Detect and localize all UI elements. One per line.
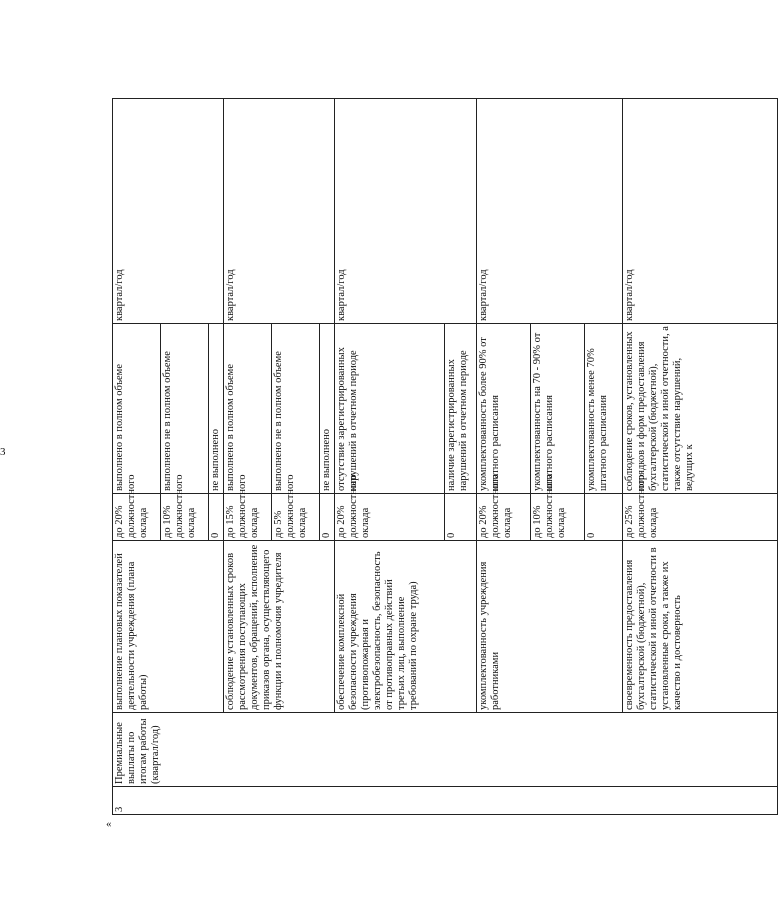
condition-cell: выполнено не в полном объеме (272, 324, 320, 494)
bonus-criteria-table (112, 98, 778, 815)
period-cell: квартал/год (224, 99, 335, 324)
payment-name-cell: Премиальные выплаты по итогам работы (квартал/год) (113, 713, 778, 787)
condition-cell: укомплектованность на 70 - 90% от штатного расписания (531, 324, 585, 494)
table-row (335, 99, 445, 815)
condition-cell: наличие зарегистрированных нарушений в отчетном периоде (445, 324, 477, 494)
percent-cell: до 25% должностного оклада (623, 494, 778, 541)
table-row (113, 99, 161, 815)
condition-cell: выполнено не в полном объеме (161, 324, 209, 494)
row-number-cell: 3 (113, 787, 778, 815)
page-number: 3 (0, 446, 6, 458)
condition-cell: не выполнено (320, 324, 335, 494)
condition-cell: не выполнено (209, 324, 224, 494)
rotated-table-wrapper (112, 98, 695, 815)
percent-cell: 0 (209, 494, 224, 541)
criterion-cell: укомплектованность учреждения работниками (477, 541, 623, 713)
criterion-cell: соблюдение установленных сроков рассмотрения поступающих документов, обращений, исполнение приказов органа, осуществляющего функции и полномочия учредителя (224, 541, 335, 713)
criterion-cell: выполнение плановых показателей деятельности учреждения (плана работы) (113, 541, 224, 713)
opening-quote: « (106, 818, 112, 830)
criterion-cell: обеспечение комплексной безопасности учреждения (противопожарная и электробезопасность, безопасность от противоправных действий третьих лиц, выполнение требований по охране труда) (335, 541, 477, 713)
period-cell: квартал/год (335, 99, 477, 324)
percent-cell: до 5% должностного оклада (272, 494, 320, 541)
percent-cell: до 10% должностного оклада (161, 494, 209, 541)
percent-cell: 0 (585, 494, 623, 541)
percent-cell: до 20% должностного оклада (113, 494, 161, 541)
table-row (224, 99, 272, 815)
condition-cell: укомплектованность менее 70% штатного расписания (585, 324, 623, 494)
condition-cell: отсутствие зарегистрированных нарушений в отчетном периоде (335, 324, 445, 494)
table-row (623, 99, 778, 815)
criterion-cell: своевременность предоставления бухгалтерской (бюджетной), статистической и иной отчетности в установленные сроки, а также их качество и достоверность (623, 541, 778, 713)
period-cell: квартал/год (477, 99, 623, 324)
condition-cell: соблюдение сроков, установленных порядков и форм предоставления бухгалтерской (бюджетной), статистической и иной отчетности, а также отсутствие нарушений, ведущих к (623, 324, 778, 494)
condition-cell: укомплектованность более 90% от штатного расписания (477, 324, 531, 494)
condition-cell: выполнено в полном объеме (224, 324, 272, 494)
period-cell: квартал/год (623, 99, 778, 324)
percent-cell: 0 (445, 494, 477, 541)
percent-cell: до 15% должностного оклада (224, 494, 272, 541)
percent-cell: до 10% должностного оклада (531, 494, 585, 541)
condition-cell: выполнено в полном объеме (113, 324, 161, 494)
table-row (477, 99, 531, 815)
percent-cell: до 20% должностного оклада (335, 494, 445, 541)
percent-cell: 0 (320, 494, 335, 541)
period-cell: квартал/год (113, 99, 224, 324)
percent-cell: до 20% должностного оклада (477, 494, 531, 541)
